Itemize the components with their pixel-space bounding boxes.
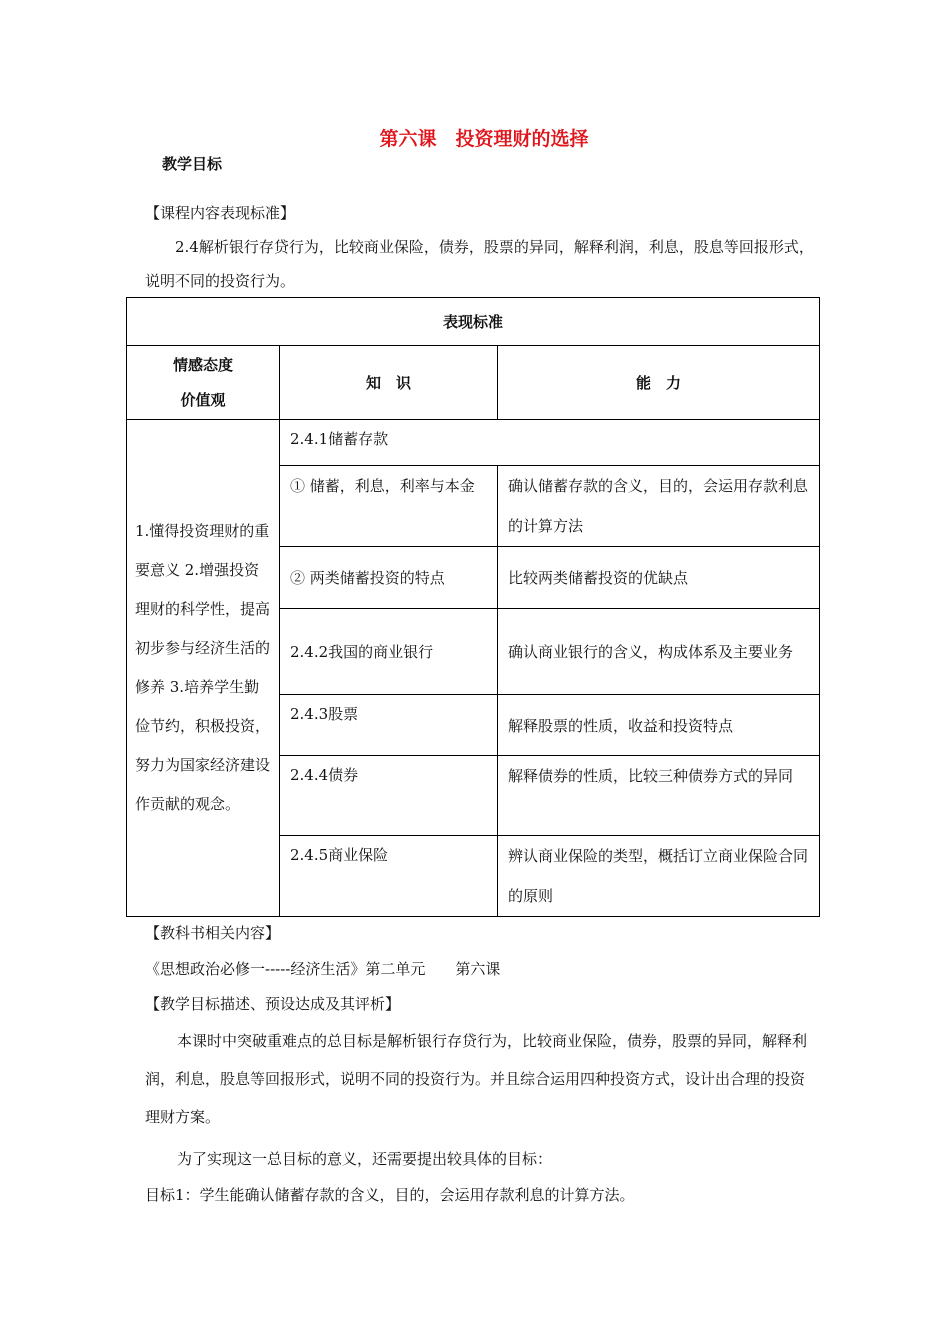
emotion-values-cell: 1.懂得投资理财的重要意义 2.增强投资理财的科学性，提高初步参与经济生活的修养 3.培养学生勤俭节约，积极投资，努力为国家经济建设作贡献的观念。 (127, 420, 280, 917)
teaching-goal-heading: 教学目标 (162, 155, 223, 173)
textbook-heading: 【教科书相关内容】 (145, 924, 281, 942)
col-emotion-line2: 价值观 (180, 390, 226, 409)
table-row-ability: 解释股票的性质，收益和投资特点 (498, 695, 820, 756)
page-title: 第六课 投资理财的选择 (379, 128, 589, 150)
standard-heading: 【课程内容表现标准】 (145, 204, 296, 222)
table-row-knowledge: ② 两类储蓄投资的特点 (280, 547, 498, 609)
standards-table (126, 297, 820, 917)
goal-1: 目标1：学生能确认储蓄存款的含义，目的，会运用存款利息的计算方法。 (145, 1186, 635, 1204)
goal-desc-heading: 【教学目标描述、预设达成及其评析】 (145, 995, 401, 1013)
table-row-knowledge: 2.4.3股票 (280, 695, 498, 756)
table-row-knowledge: 2.4.2我国的商业银行 (280, 609, 498, 695)
goal-paragraph-2: 为了实现这一总目标的意义，还需要提出较具体的目标： (177, 1150, 553, 1168)
table-row-knowledge: ① 储蓄，利息，利率与本金 (280, 466, 498, 547)
table-row-knowledge: 2.4.5商业保险 (280, 836, 498, 917)
col-knowledge-header: 知 识 (280, 346, 498, 420)
goal-paragraph-1: 本课时中突破重难点的总目标是解析银行存贷行为，比较商业保险，债券，股票的异同，解释利润，利息，股息等回报形式，说明不同的投资行为。并且综合运用四种投资方式，设计出合理的投资理财方案。 (145, 1032, 808, 1126)
table-row-ability: 确认储蓄存款的含义，目的，会运用存款利息的计算方法 (498, 466, 820, 547)
col-ability-header: 能 力 (498, 346, 820, 420)
section-241: 2.4.1储蓄存款 (280, 420, 820, 466)
table-row-ability: 解释债券的性质，比较三种债券方式的异同 (498, 756, 820, 836)
table-row-ability: 确认商业银行的含义，构成体系及主要业务 (498, 609, 820, 695)
col-emotion-line1: 情感态度 (172, 355, 233, 374)
table-header: 表现标准 (127, 298, 820, 346)
textbook-text: 《思想政治必修一-----经济生活》第二单元 第六课 (145, 960, 501, 978)
table-row-ability: 比较两类储蓄投资的优缺点 (498, 547, 820, 609)
table-row-ability: 辨认商业保险的类型，概括订立商业保险合同的原则 (498, 836, 820, 917)
col-emotion-header (127, 346, 280, 420)
table-row-knowledge: 2.4.4债券 (280, 756, 498, 836)
standard-text: 2.4解析银行存贷行为，比较商业保险，债券，股票的异同，解释利润，利息，股息等回报形式，说明不同的投资行为。 (145, 238, 814, 290)
